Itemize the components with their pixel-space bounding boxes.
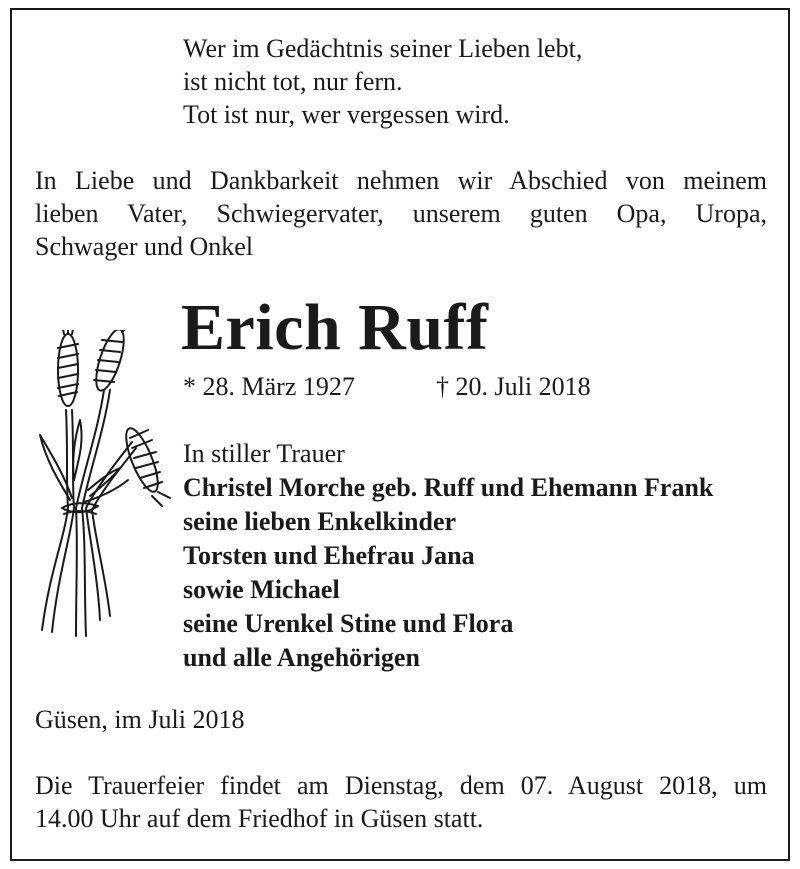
mourner-line: Torsten und Ehefrau Jana bbox=[183, 541, 475, 570]
deceased-name: Erich Ruff bbox=[181, 291, 489, 364]
poem-line: ist nicht tot, nur fern. bbox=[183, 67, 403, 96]
mourner-line: sowie Michael bbox=[183, 575, 340, 604]
farewell-line: Schwager und Onkel bbox=[35, 232, 254, 261]
wheat-sheaf-icon bbox=[28, 330, 173, 640]
place-and-date: Güsen, im Juli 2018 bbox=[35, 705, 245, 734]
farewell-line: lieben Vater, Schwiegervater, unserem guten Opa, Uropa, bbox=[35, 199, 767, 228]
farewell-text bbox=[35, 164, 767, 263]
birth-date: * 28. März 1927 bbox=[183, 372, 355, 401]
funeral-service-info bbox=[35, 769, 767, 835]
mourner-line: und alle Angehörigen bbox=[183, 643, 420, 672]
life-dates bbox=[183, 370, 591, 403]
mourner-line: seine lieben Enkelkinder bbox=[183, 507, 457, 536]
mourner-line: seine Urenkel Stine und Flora bbox=[183, 609, 514, 638]
poem-line: Tot ist nur, wer vergessen wird. bbox=[183, 100, 510, 129]
memorial-poem bbox=[183, 32, 582, 131]
mourner-line: Christel Morche geb. Ruff und Ehemann Frank bbox=[183, 473, 714, 502]
service-line: 14.00 Uhr auf dem Friedhof in Güsen statt. bbox=[35, 804, 484, 833]
service-line: Die Trauerfeier findet am Dienstag, dem 07. August 2018, um bbox=[35, 771, 767, 800]
mourners-list bbox=[183, 437, 713, 675]
mourners-heading: In stiller Trauer bbox=[183, 439, 345, 468]
farewell-line: In Liebe und Dankbarkeit nehmen wir Abschied von meinem bbox=[35, 166, 767, 195]
death-date: † 20. Juli 2018 bbox=[436, 372, 591, 401]
poem-line: Wer im Gedächtnis seiner Lieben lebt, bbox=[183, 34, 583, 63]
